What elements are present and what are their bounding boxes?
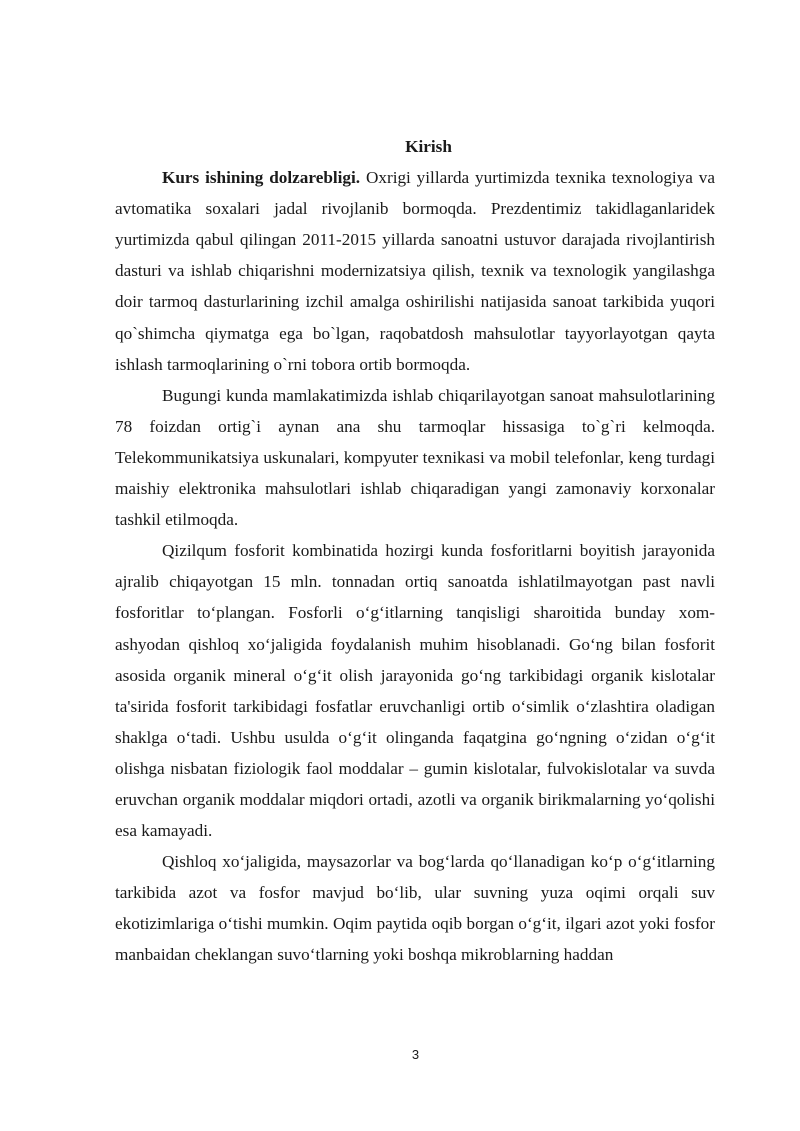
paragraph-relevance	[115, 162, 715, 380]
page-body	[115, 131, 715, 971]
page-number: 3	[411, 1047, 420, 1062]
paragraph-industry: Bugungi kunda mamlakatimizda ishlab chiqarilayotgan sanoat mahsulotlarining 78 foizdan ortig`i aynan ana shu tarmoqlar hissasiga to`g`ri kelmoqda. Telekommunikatsiya uskunalari, kompyuter texnikasi va mobil telefonlar, keng turdagi maishiy elektronika mahsulotlari ishlab chiqaradigan yangi zamonaviy korxonalar tashkil etilmoqda.	[115, 385, 715, 530]
section-title: Kirish	[405, 137, 452, 156]
paragraph-phosphorite: Qizilqum fosforit kombinatida hozirgi kunda fosforitlarni boyitish jarayonida ajralib chiqayotgan 15 mln. tonnadan ortiq sanoatda ishlatilmayotgan past navli fosforitlar to‘plangan. Fosforli o‘g‘itlarning tanqisligi sharoitida bunday xom-ashyodan qishloq xo‘jaligida foydalanish muhim hisoblanadi. Go‘ng bilan fosforit asosida organik mineral o‘g‘it olish jarayonida go‘ng tarkibidagi organik kislotalar ta'sirida fosforit tarkibidagi fosfatlar eruvchanligi ortib o‘simlik o‘zlashtira oladigan shaklga o‘tadi. Ushbu usulda o‘g‘it olinganda faqatgina go‘ngning o‘zidan o‘g‘it olishga nisbatan fiziologik faol moddalar – gumin kislotalar, fulvokislotalar va suvda eruvchan organik moddalar miqdori ortadi, azotli va organik birikmalarning yo‘qolishi esa kamayadi.	[115, 541, 715, 841]
paragraph-lead: Kurs ishining dolzarebligi.	[162, 168, 361, 188]
paragraph-text: Oxrigi yillarda yurtimizda texnika texnologiya va avtomatika soxalari jadal rivojlanib bormoqda. Prezdentimiz takidlaganlaridek yurtimizda qabul qilingan 2011-2015 yillarda sanoatni ustuvor darajada rivojlantirish dasturi va ishlab chiqarishni modernizatsiya qilish, texnik va texnologik yangilashga doir tarmoq dasturlarining izchil amalga oshirilishi natijasida sanoat tarkibida yuqori qo`shimcha qiymatga ega bo`lgan, raqobatdosh mahsulotlar tayyorlayotgan qayta ishlash tarmoqlarining o`rni tobora ortib bormoqda.	[115, 168, 715, 374]
paragraph-agriculture: Qishloq xo‘jaligida, maysazorlar va bog‘larda qo‘llanadigan ko‘p o‘g‘itlarning tarkibida azot va fosfor mavjud bo‘lib, ular suvning yuza oqimi orqali suv ekotizimlariga o‘tishi mumkin. Oqim paytida oqib borgan o‘g‘it, ilgari azot yoki fosfor manbaidan cheklangan suvo‘tlarning yoki boshqa mikroblarning haddan	[115, 852, 715, 965]
